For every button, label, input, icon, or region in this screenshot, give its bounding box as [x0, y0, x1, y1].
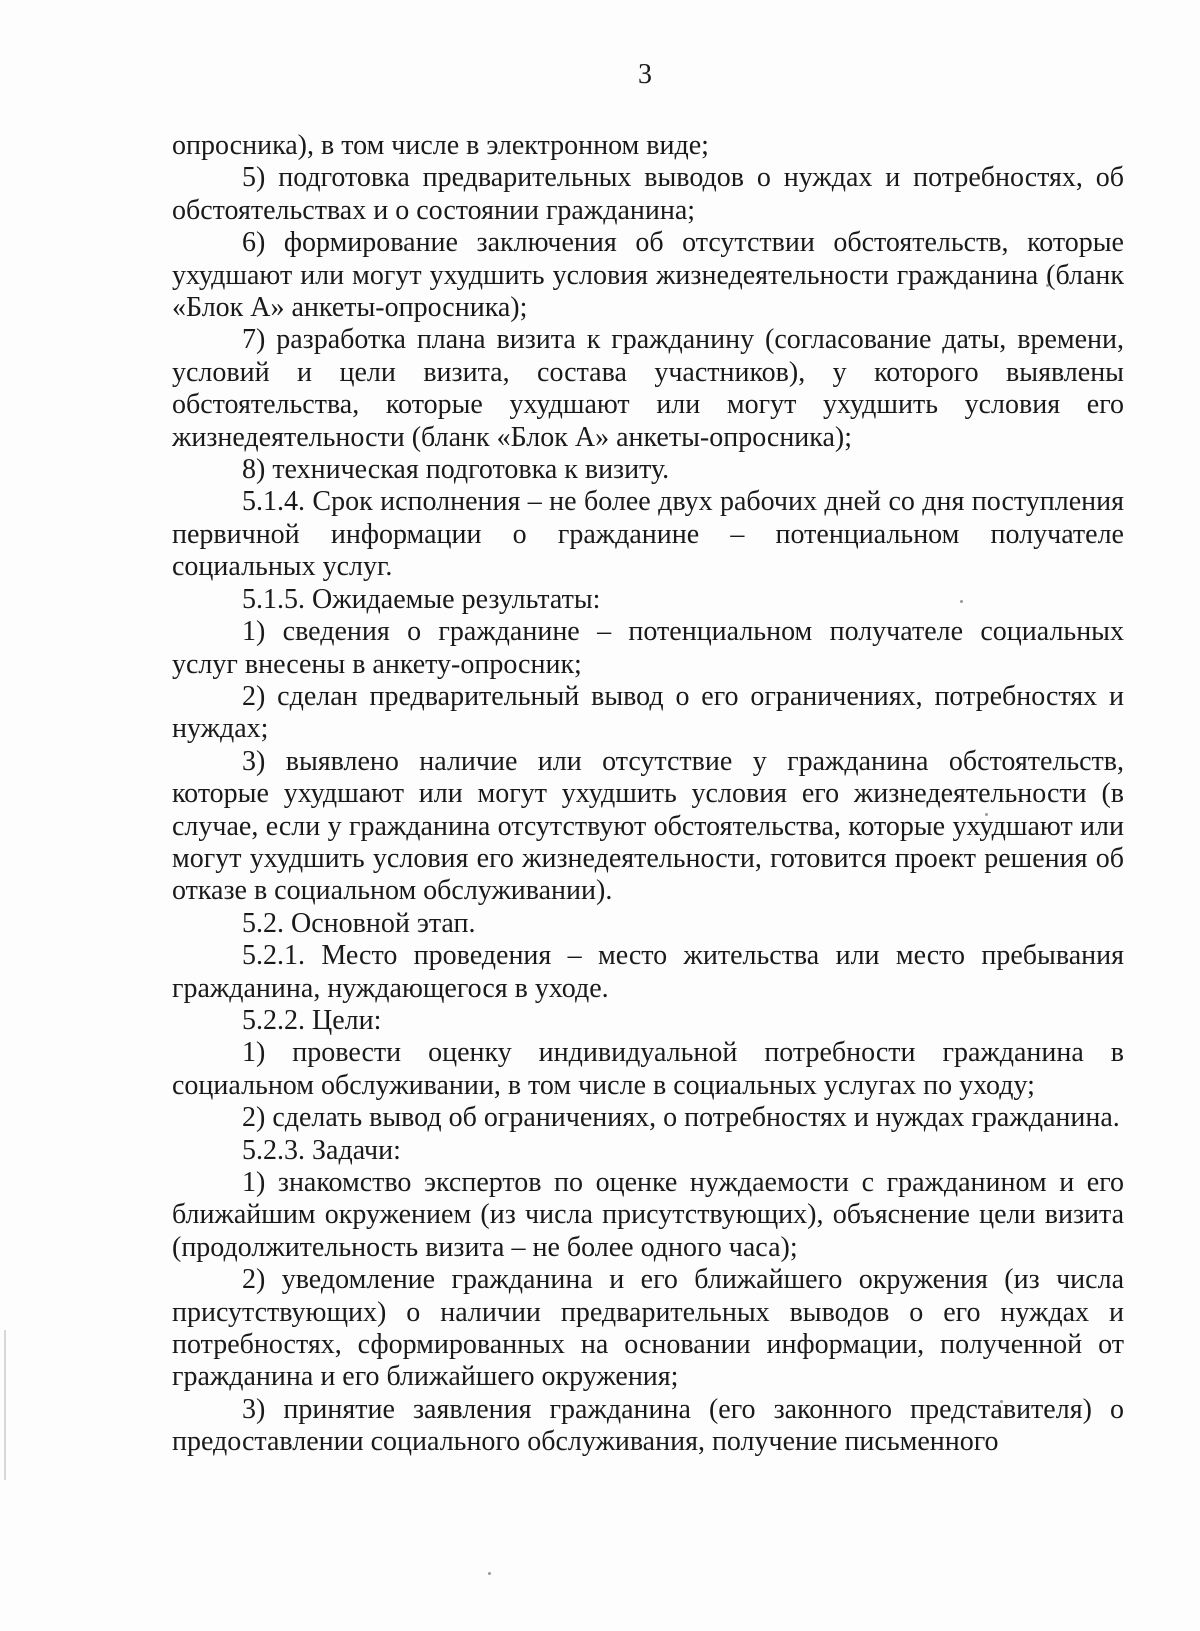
page-number: 3: [638, 59, 652, 90]
paragraph-item-5: 5) подготовка предварительных выводов о нуждах и потребностях, об обстоятельствах и о состоянии гражданина;: [172, 162, 1124, 226]
paragraph-5-2-2: 5.2.2. Цели:: [242, 1004, 382, 1036]
scan-edge-line: [4, 1330, 6, 1480]
paragraph-item-8: 8) техническая подготовка к визиту.: [242, 454, 670, 486]
paragraph-goal-1: 1) провести оценку индивидуальной потребности гражданина в социальном обслуживании, в том числе в социальных услугах по уходу;: [172, 1037, 1124, 1101]
paragraph-continuation: опросника), в том числе в электронном виде;: [172, 130, 709, 161]
paragraph-result-1: 1) сведения о гражданине – потенциальном получателе социальных услуг внесены в анкету-опросник;: [172, 616, 1124, 680]
paragraph-5-2-3: 5.2.3. Задачи:: [242, 1134, 401, 1166]
scan-speck: [488, 1572, 491, 1575]
paragraph-task-1: 1) знакомство экспертов по оценке нуждаемости с гражданином и его ближайшим окружением (из числа присутствующих), объяснение цели визита (продолжительность визита – не более одного часа);: [172, 1167, 1124, 1263]
paragraph-task-3: 3) принятие заявления гражданина (его законного представителя) о предоставлении социального обслуживания, получение письменного: [172, 1393, 1124, 1458]
paragraph-item-7: 7) разработка плана визита к гражданину (согласование даты, времени, условий и цели визита, состава участников), у которого выявлены обстоятельства, которые ухудшают или могут ухудшить условия его жизнедеятельности (бланк «Блок А» анкеты-опросника);: [172, 324, 1124, 453]
paragraph-result-3: 3) выявлено наличие или отсутствие у гражданина обстоятельств, которые ухудшают или могут ухудшить условия его жизнедеятельности (в случае, если у гражданина отсутствуют обстоятельства, которые ухудшают или могут ухудшить условия его жизнедеятельности, готовится проект решения об отказе в социальном обслуживании).: [172, 745, 1124, 907]
paragraph-result-2: 2) сделан предварительный вывод о его ограничениях, потребностях и нуждах;: [172, 680, 1124, 745]
paragraph-5-2-1: 5.2.1. Место проведения – место жительства или место пребывания гражданина, нуждающегося в уходе.: [172, 940, 1124, 1004]
paragraph-goal-2: 2) сделать вывод об ограничениях, о потребностях и нуждах гражданина.: [242, 1102, 1120, 1134]
paragraph-item-6: 6) формирование заключения об отсутствии обстоятельств, которые ухудшают или могут ухудшить условия жизнедеятельности гражданина (бланк «Блок А» анкеты-опросника);: [172, 227, 1124, 324]
paragraph-5-1-4: 5.1.4. Срок исполнения – не более двух рабочих дней со дня поступления первичной информации о гражданине – потенциальном получателе социальных услуг.: [172, 486, 1124, 583]
paragraph-5-2: 5.2. Основной этап.: [242, 907, 476, 939]
paragraph-task-2: 2) уведомление гражданина и его ближайшего окружения (из числа присутствующих) о наличии предварительных выводов о его нуждах и потребностях, сформированных на основании информации, полученной от гражданина и его ближайшего окружения;: [172, 1264, 1124, 1393]
paragraph-5-1-5: 5.1.5. Ожидаемые результаты:: [242, 583, 601, 615]
document-body: [172, 130, 1124, 1459]
